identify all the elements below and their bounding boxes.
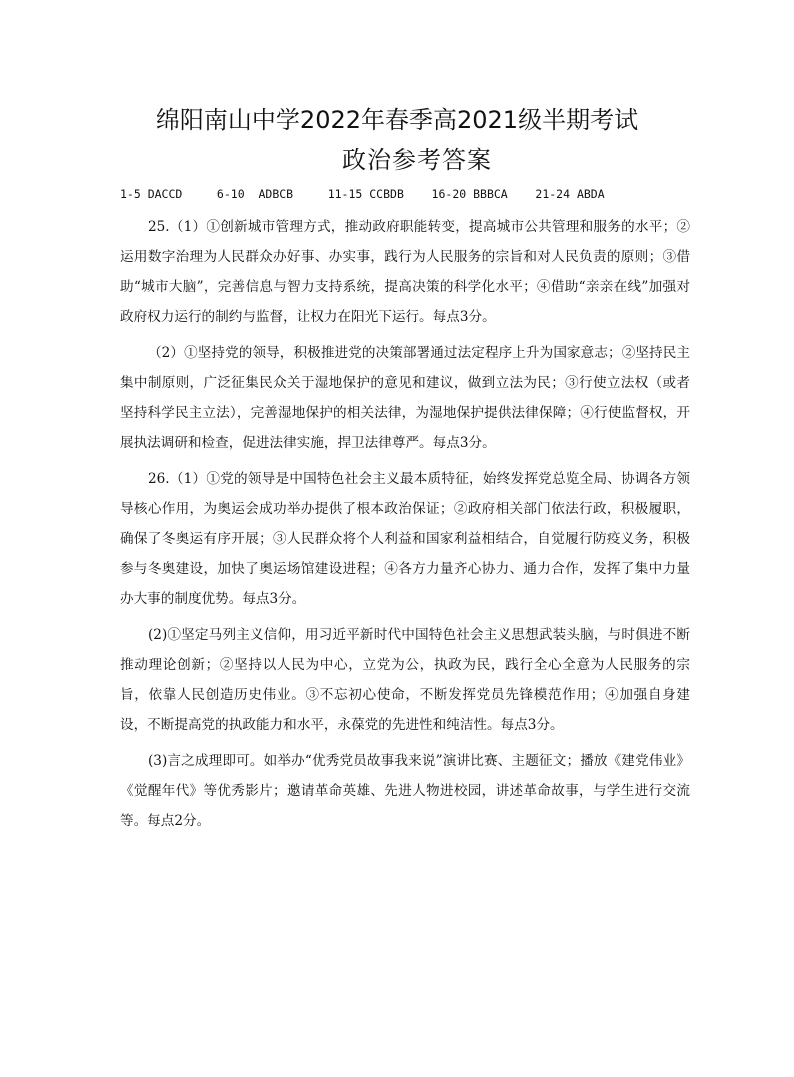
answer-q26-part1: 26.（1）①党的领导是中国特色社会主义最本质特征，始终发挥党总览全局、协调各方领导核心作用，为奥运会成功举办提供了根本政治保证；②政府相关部门依法行政，积极履职，确保了冬奥运有序开展；③人民群众将个人利益和国家利益相结合，自觉履行防疫义务，积极参与冬奥建设，加快了奥运场馆建设进程；④各方力量齐心协力、通力合作，发挥了集中力量办大事的制度优势。每点3分。 [120, 471, 690, 607]
multiple-choice-answers: 1-5 DACCD 6-10 ADBCB 11-15 CCBDB 16-20 BBBCA 21-24 ABDA [120, 187, 605, 201]
answer-q26-part2: (2)①坚定马列主义信仰，用习近平新时代中国特色社会主义思想武装头脑，与时俱进不断推动理论创新；②坚持以人民为中心，立党为公，执政为民，践行全心全意为人民服务的宗旨，依靠人民创造历史伟业。③不忘初心使命，不断发挥党员先锋模范作用；④加强自身建设，不断提高党的执政能力和水平，永葆党的先进性和纯洁性。每点3分。 [120, 627, 690, 733]
answer-q26-part3: (3)言之成理即可。如举办“优秀党员故事我来说”演讲比赛、主题征文；播放《建党伟业》《觉醒年代》等优秀影片；邀请革命英雄、先进人物进校园，讲述革命故事，与学生进行交流等。每点2分。 [120, 753, 690, 829]
page-title: 绵阳南山中学2022年春季高2021级半期考试 [155, 106, 639, 134]
page-subtitle: 政治参考答案 [342, 146, 492, 174]
answer-q25-part2: （2）①坚持党的领导，积极推进党的决策部署通过法定程序上升为国家意志；②坚持民主集中制原则，广泛征集民众关于湿地保护的意见和建议，做到立法为民；③行使立法权（或者坚持科学民主立法），完善湿地保护的相关法律，为湿地保护提供法律保障；④行使监督权，开展执法调研和检查，促进法律实施，捍卫法律尊严。每点3分。 [120, 345, 690, 451]
answer-q25-part1: 25.（1）①创新城市管理方式，推动政府职能转变，提高城市公共管理和服务的水平；②运用数字治理为人民群众办好事、办实事，践行为人民服务的宗旨和对人民负责的原则；③借助“城市大脑”，完善信息与智力支持系统，提高决策的科学化水平；④借助“亲亲在线”加强对政府权力运行的制约与监督，让权力在阳光下运行。每点3分。 [120, 219, 690, 325]
